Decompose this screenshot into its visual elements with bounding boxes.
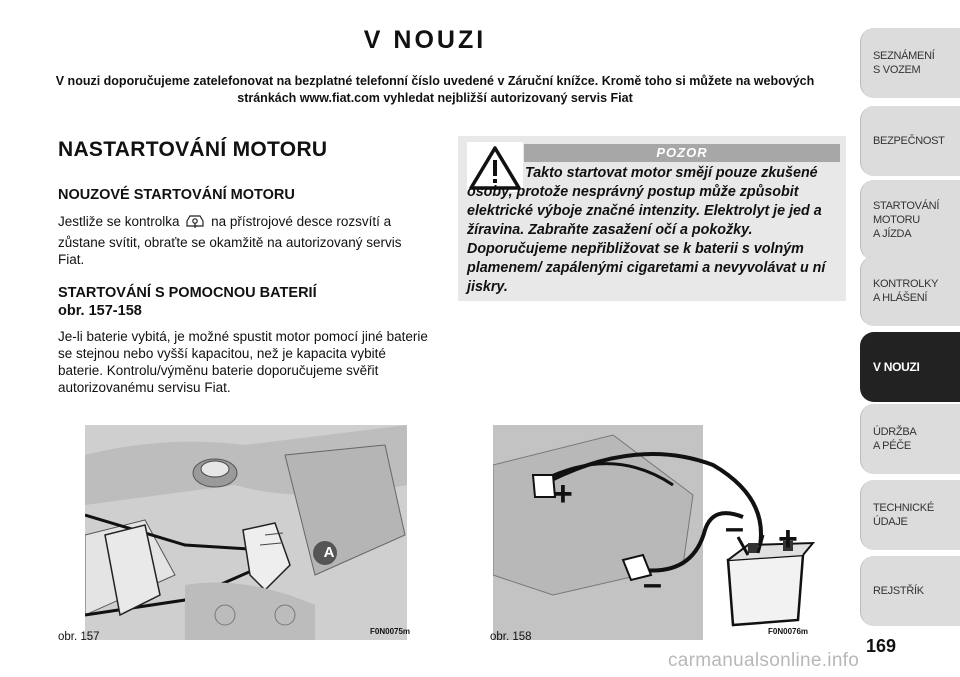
minus-sign: – <box>725 509 744 547</box>
page-number: 169 <box>866 636 897 656</box>
paragraph-text: na přístrojové desce rozsvítí a zůstane svítit, obraťte se okamžitě na autorizovaný servis Fiat. <box>58 214 402 267</box>
paragraph-emergency-start <box>58 212 428 268</box>
tab-label: REJSTŘÍK <box>873 585 924 597</box>
warning-label: POZOR <box>524 144 840 162</box>
tab-seznameni[interactable] <box>860 28 960 98</box>
immobilizer-key-icon <box>185 212 205 234</box>
tab-udrzba[interactable] <box>860 404 960 474</box>
subsection-heading-jump-start <box>58 284 317 320</box>
tab-v-nouzi[interactable] <box>860 332 960 402</box>
tab-label: BEZPEČNOST <box>873 135 945 147</box>
tab-label: KONTROLKY A HLÁŠENÍ <box>873 278 939 304</box>
tab-label: STARTOVÁNÍ MOTORU A JÍZDA <box>873 200 940 240</box>
paragraph-text: Jestliže se kontrolka <box>58 214 180 229</box>
warning-text: Takto startovat motor smějí pouze zkušené osoby, protože nesprávný postup může způsobit elektrické výboje značné intenzity. Elektrolyt je jed a žíravina. Zabraňte zasažení očí a pokožky. Doporučujeme nepřibližovat se k baterii s volným plamenem/ zapálenými cigaretami a nevyvolávat u ní jiskry. <box>467 165 826 295</box>
tab-technicke-udaje[interactable] <box>860 480 960 550</box>
subsection-heading-emergency-start: NOUZOVÉ STARTOVÁNÍ MOTORU <box>58 187 295 203</box>
figure-code: F0N0075m <box>370 627 411 636</box>
plus-sign: + <box>553 475 573 513</box>
minus-sign: – <box>643 565 662 603</box>
section-title: NASTARTOVÁNÍ MOTORU <box>58 138 328 161</box>
tab-label: TECHNICKÉ ÚDAJE <box>873 502 934 528</box>
paragraph-jump-start: Je-li baterie vybitá, je možné spustit motor pomocí jiné baterie se stejnou nebo vyšší kapacitou, než je kapacita vybité baterie. Kontrolu/výměnu baterie doporučujeme svěřit autorizovanému servisu Fiat. <box>58 329 428 395</box>
tab-startovani[interactable] <box>860 180 960 260</box>
tab-label: SEZNÁMENÍ S VOZEM <box>873 50 935 76</box>
figure-engine-bay <box>85 425 407 640</box>
figure-jump-start <box>493 425 815 640</box>
watermark: carmanualsonline.info <box>668 650 860 671</box>
figure-caption: obr. 157 <box>58 631 100 643</box>
plus-sign: + <box>778 520 798 558</box>
tab-label: ÚDRŽBA A PÉČE <box>873 426 917 452</box>
tab-label: V NOUZI <box>873 360 920 374</box>
tab-bezpecnost[interactable] <box>860 106 960 176</box>
figure-code: F0N0076m <box>768 627 809 636</box>
figure-label-a: A <box>323 544 335 561</box>
subsection-heading-text: STARTOVÁNÍ S POMOCNOU BATERIÍ <box>58 285 317 301</box>
tab-kontrolky[interactable] <box>860 256 960 326</box>
tab-rejstrik[interactable] <box>860 556 960 626</box>
warning-box <box>458 136 846 301</box>
figure-reference: obr. 157-158 <box>58 303 142 319</box>
intro-paragraph: V nouzi doporučujeme zatelefonovat na bezplatné telefonní číslo uvedené v Záruční knížce. Kromě toho si můžete na webových stránkách www.fiat.com vyhledat nejbližší autorizovaný servis Fiat <box>55 74 815 105</box>
page-title: V NOUZI <box>363 26 487 54</box>
figure-caption: obr. 158 <box>490 631 532 643</box>
